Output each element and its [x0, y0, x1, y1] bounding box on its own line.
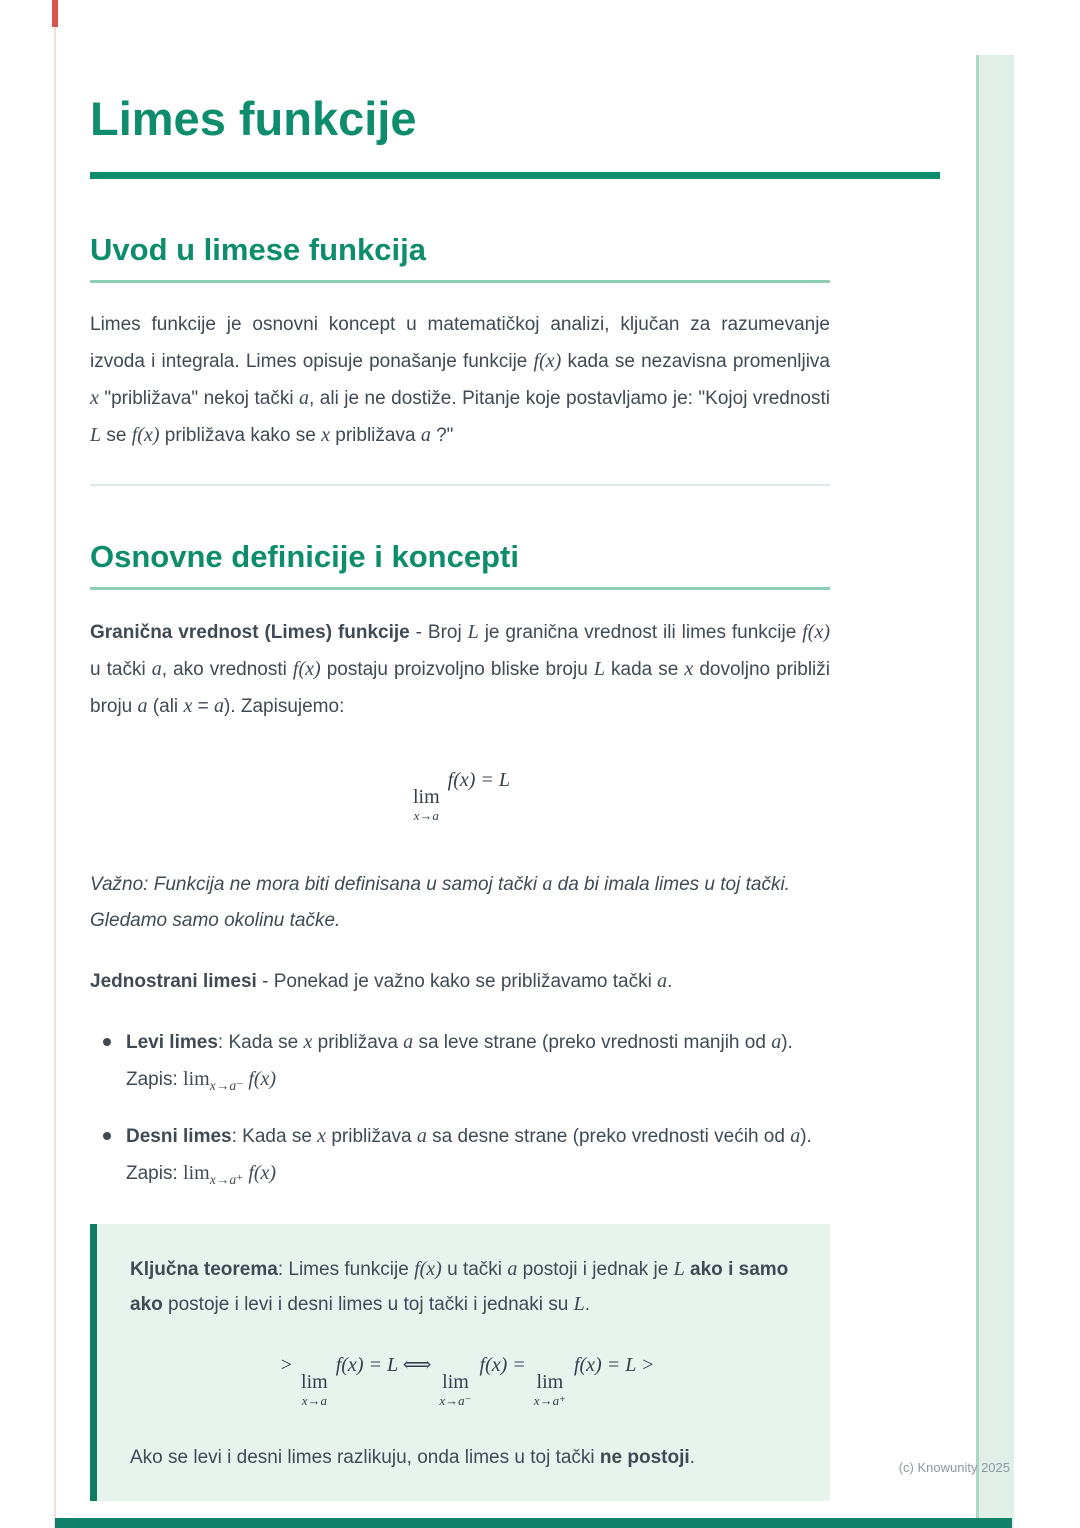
- text-run: Ako se levi i desni limes razlikuju, onda limes u toj tački: [130, 1447, 600, 1469]
- text-run: postoje i levi i desni limes u toj tački i jednaki su: [162, 1294, 574, 1316]
- text-run: u tački: [441, 1259, 508, 1281]
- text-run: .: [667, 971, 673, 993]
- text-run: , ako vrednosti: [161, 659, 293, 681]
- page-title: Limes funkcije: [90, 92, 417, 145]
- math-inline: L: [90, 424, 102, 447]
- left-margin-red-mark: [52, 0, 58, 27]
- math-inline: a: [790, 1125, 801, 1148]
- math-inline: a: [137, 695, 148, 718]
- text-run: se: [101, 425, 132, 447]
- text-run: približava: [329, 425, 421, 447]
- text-run: kada se nezavisna promenljiva: [561, 351, 830, 373]
- text-run: =: [192, 696, 214, 718]
- text-run: (ali: [147, 696, 184, 718]
- note-paragraph: [90, 866, 830, 939]
- text-run: kada se: [604, 659, 685, 681]
- math-inline: a: [657, 970, 668, 993]
- text-run: približava kako se: [159, 425, 322, 447]
- math-inline: a: [420, 424, 431, 447]
- text-run: .: [584, 1294, 590, 1316]
- heading-underline: [90, 587, 830, 590]
- definition-paragraph: [90, 614, 830, 725]
- math-inline: L: [593, 658, 605, 681]
- math-inline: x: [303, 1031, 313, 1054]
- intro-paragraph: [90, 307, 830, 454]
- math-inline: a: [416, 1125, 427, 1148]
- math-inline: f(x): [414, 1258, 442, 1281]
- section-osnovne: [90, 538, 940, 1501]
- math-inline: x: [90, 387, 99, 410]
- text-run: Desni limes: [126, 1126, 232, 1148]
- text-run: Limes funkcije je osnovni koncept u matematičkoj analizi, ključan za razumevanje izvoda i integrala. Limes opisuje ponašanje funkcije: [90, 314, 830, 373]
- text-run: ako i samo ako: [130, 1259, 789, 1316]
- text-run: : Limes funkcije: [277, 1259, 415, 1281]
- text-run: Ključna teorema: [130, 1259, 278, 1281]
- title-underline: [90, 172, 940, 179]
- math-inline: f(x): [131, 424, 160, 447]
- section-heading-osnovne: Osnovne definicije i koncepti: [90, 539, 519, 575]
- math-inline: L: [573, 1293, 585, 1316]
- conclusion-paragraph: [130, 1441, 804, 1475]
- math-inline: a: [771, 1031, 782, 1054]
- text-run: postaju proizvoljno bliske broju: [320, 659, 594, 681]
- math-inline: x: [321, 424, 330, 447]
- section-heading-uvod: Uvod u limese funkcija: [90, 232, 426, 268]
- math-inline: x: [684, 658, 694, 681]
- text-run: dovoljno približi broju: [90, 659, 830, 718]
- left-margin-line: [54, 0, 56, 1528]
- limit-formula: lim x→a f(x) = L: [412, 769, 511, 824]
- math-inline: a: [151, 658, 162, 681]
- text-run: "približava" nekoj tački: [98, 388, 300, 410]
- text-run: ). Zapis:: [126, 1126, 812, 1185]
- math-inline: a: [213, 695, 224, 718]
- theorem-formula: > lim x→a f(x) = L ⟺ lim x→a⁻ f(x) = lim x→a⁺ f(x) = L >: [279, 1354, 655, 1409]
- text-run: : Kada se: [231, 1126, 318, 1148]
- text-run: je granična vrednost ili limes funkcije: [478, 622, 803, 644]
- text-run: Levi limes: [126, 1032, 218, 1054]
- next-section-bar: [55, 1518, 1012, 1528]
- theorem-paragraph: [130, 1252, 804, 1322]
- math-inline: L: [467, 621, 479, 644]
- content-column: [90, 0, 940, 1501]
- math-inline: f(x): [802, 621, 830, 644]
- text-run: - Ponekad je važno kako se približavamo tački: [256, 971, 658, 993]
- math-inline: a: [299, 387, 310, 410]
- math-inline: x: [317, 1125, 327, 1148]
- text-run: da bi imala limes u toj tački. Gledamo samo okolinu tačke.: [90, 874, 790, 932]
- math-inline: L: [673, 1258, 685, 1281]
- one-sided-list: [90, 1024, 830, 1198]
- text-run: sa desne strane (preko vrednosti većih od: [426, 1126, 791, 1148]
- one-sided-paragraph: [90, 963, 830, 1000]
- right-margin-stripe: [976, 55, 1014, 1528]
- math-inline: a: [507, 1258, 518, 1281]
- text-run: Jednostrani limesi: [90, 971, 257, 993]
- math-inline: f(x): [533, 350, 562, 373]
- text-run: u tački: [90, 659, 152, 681]
- math-inline: f(x): [292, 658, 321, 681]
- heading-underline: [90, 280, 830, 283]
- text-run: ). Zapisujemo:: [223, 696, 345, 718]
- text-run: ). Zapis:: [126, 1032, 793, 1091]
- text-run: Granična vrednost (Limes) funkcije: [90, 622, 410, 644]
- math-inline: a: [403, 1031, 414, 1054]
- key-theorem-callout: [90, 1224, 830, 1501]
- copyright-note: (c) Knowunity 2025: [898, 1460, 1010, 1475]
- text-run: , ali je ne dostiže. Pitanje koje postavljamo je: "Kojoj vrednosti: [309, 388, 830, 410]
- list-item-right-limit: [126, 1118, 830, 1198]
- text-run: ne postoji: [599, 1447, 690, 1469]
- text-run: postoji i jednak je: [517, 1259, 674, 1281]
- text-run: približava: [326, 1126, 417, 1148]
- section-uvod: [90, 231, 940, 454]
- text-run: : Kada se: [217, 1032, 304, 1054]
- list-item-left-limit: [126, 1024, 830, 1104]
- text-run: Važno: Funkcija ne mora biti definisana u samoj tački: [90, 874, 543, 896]
- text-run: sa leve strane (preko vrednosti manjih od: [413, 1032, 772, 1054]
- text-run: .: [689, 1447, 695, 1469]
- math-inline: $\lim_{x\to a^+} f(x)$: [183, 1162, 277, 1188]
- math-inline: $\lim_{x\to a^-} f(x)$: [183, 1068, 277, 1094]
- text-run: ?": [430, 425, 454, 447]
- text-run: - Broj: [409, 622, 468, 644]
- math-inline: a: [542, 873, 553, 896]
- section-divider: [90, 484, 830, 486]
- math-inline: x: [183, 695, 193, 718]
- text-run: približava: [312, 1032, 404, 1054]
